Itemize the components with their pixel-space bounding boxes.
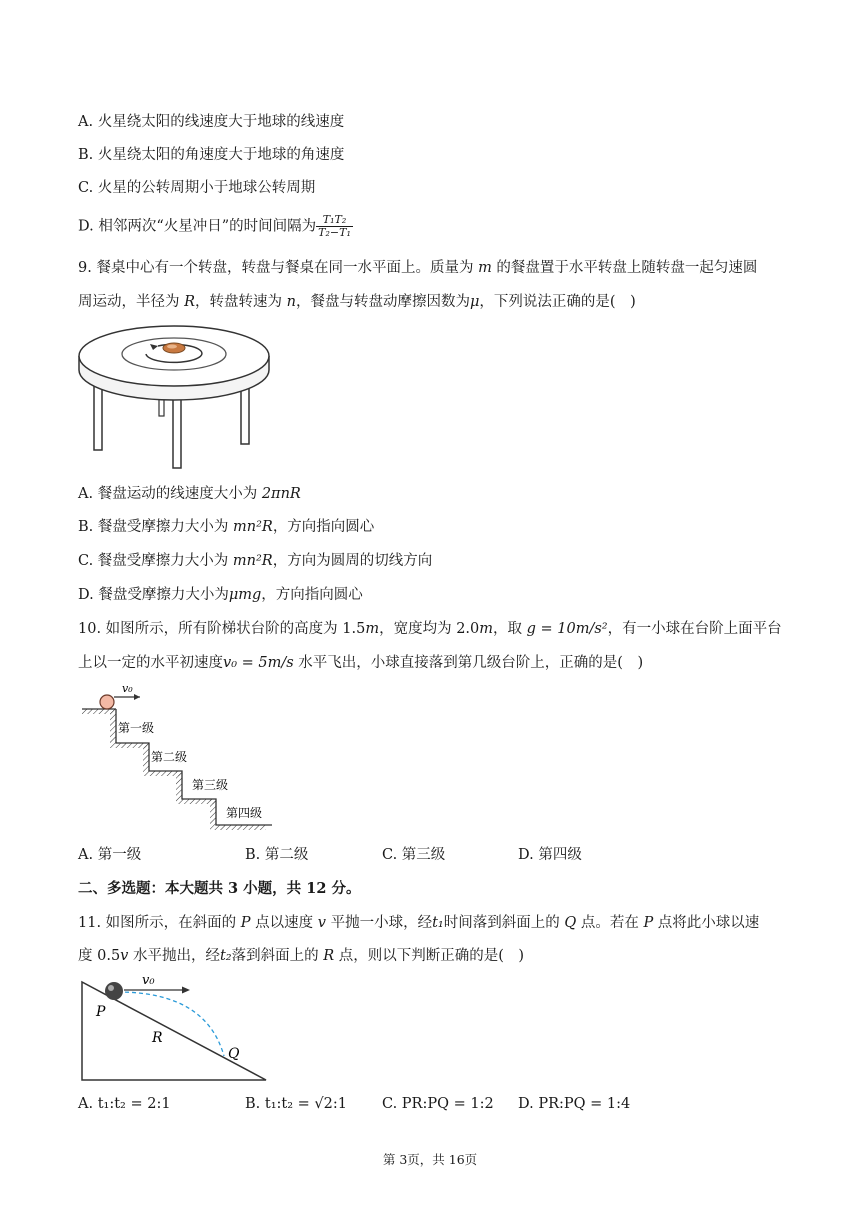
table-leg xyxy=(173,396,181,468)
q11-text: 点以速度 xyxy=(250,915,318,931)
q8-option-d-text: D. 相邻两次“火星冲日”的时间间隔为 xyxy=(78,218,317,235)
q11-text: 点。若在 xyxy=(576,915,644,931)
q8-option-b: B. 火星绕太阳的角速度大于地球的角速度 xyxy=(78,147,345,163)
q11-text: 水平抛出，经 xyxy=(128,948,220,964)
point-q-label: Q xyxy=(228,1046,240,1062)
q11-math: v xyxy=(120,948,129,964)
q11-math: R xyxy=(323,948,335,964)
q9-math-mu: μ xyxy=(469,294,480,310)
ball xyxy=(100,695,114,709)
q10-stem-line1 xyxy=(78,619,782,639)
q9-text: ，下列说法正确的是( ) xyxy=(479,294,636,310)
q10-math-v0: v₀ = 5m/s xyxy=(223,655,294,671)
q9-option-d-text: D. 餐盘受摩擦力大小为 xyxy=(78,587,229,603)
step-hatch xyxy=(110,709,116,743)
q8-option-d-fraction xyxy=(316,214,353,239)
q10-option-b: B. 第二级 xyxy=(245,847,309,863)
q9-option-d xyxy=(78,585,363,605)
ball xyxy=(105,982,123,1000)
q11-text: 度 0.5 xyxy=(78,948,121,964)
q9-option-c-text: C. 餐盘受摩擦力大小为 xyxy=(78,553,233,569)
q11-text: 时间落到斜面上的 xyxy=(443,915,565,931)
step-label-1: 第一级 xyxy=(118,721,155,735)
step-label-3: 第三级 xyxy=(192,778,229,792)
q9-option-c-tail: ，方向为圆周的切线方向 xyxy=(272,553,433,569)
q11-math: t₁ xyxy=(432,915,444,931)
q11-math: t₂ xyxy=(219,948,232,964)
step-hatch xyxy=(210,799,216,825)
ball-highlight xyxy=(108,985,114,991)
q10-math-g: g = 10m/s² xyxy=(526,621,608,637)
q10-text: 10. 如图所示，所有阶梯状台阶的高度为 1.5 xyxy=(78,621,366,637)
q11-option-a: A. t₁:t₂ = 2:1 xyxy=(78,1096,171,1112)
q9-math-R: R xyxy=(184,294,196,310)
page-footer: 第 3页，共 16页 xyxy=(382,1152,478,1167)
q10-text: 水平飞出，小球直接落到第几级台阶上，正确的是( ) xyxy=(293,655,644,671)
q8-option-d xyxy=(78,214,353,239)
v0-label: v₀ xyxy=(142,973,155,988)
v0-label: v₀ xyxy=(122,682,133,695)
q11-option-b: B. t₁:t₂ = √2:1 xyxy=(245,1096,347,1112)
q11-incline-figure xyxy=(76,970,276,1086)
q11-math: P xyxy=(240,915,251,931)
q11-stem-line1 xyxy=(78,913,759,933)
q11-math: P xyxy=(643,915,654,931)
q11-math: v xyxy=(317,915,326,931)
q10-option-c: C. 第三级 xyxy=(382,847,446,863)
step-hatch xyxy=(210,825,266,830)
table-leg xyxy=(94,386,102,450)
q11-stem-line2 xyxy=(78,946,524,966)
q11-option-d: D. PR:PQ = 1:4 xyxy=(518,1096,631,1112)
section-heading: 二、多选题：本大题共 3 小题，共 12 分。 xyxy=(78,880,361,897)
plate-highlight xyxy=(167,345,177,349)
q9-stem-line1 xyxy=(78,258,757,278)
q10-math: m xyxy=(479,621,494,637)
q10-staircase-figure xyxy=(76,680,276,830)
q9-option-b xyxy=(78,517,374,537)
q10-text: 上以一定的水平初速度 xyxy=(78,655,223,671)
step-hatch xyxy=(176,771,182,799)
q9-text: 9. 餐桌中心有一个转盘，转盘与餐桌在同一水平面上。质量为 xyxy=(78,260,479,276)
q10-text: ，宽度均为 2.0 xyxy=(379,621,480,637)
point-r-label: R xyxy=(152,1030,163,1046)
arrowhead-icon xyxy=(182,987,190,994)
q8-frac-denominator: T₂−T₁ xyxy=(318,226,351,239)
table-leg xyxy=(159,398,164,416)
q10-option-d: D. 第四级 xyxy=(518,847,582,863)
q9-text: ，转盘转速为 xyxy=(195,294,287,310)
q9-text: ，餐盘与转盘动摩擦因数为 xyxy=(295,294,470,310)
step-label-2: 第二级 xyxy=(151,750,188,764)
q9-table-figure xyxy=(76,318,276,470)
q8-option-c: C. 火星的公转周期小于地球公转周期 xyxy=(78,180,316,196)
q11-math: Q xyxy=(564,915,577,931)
point-p-label: P xyxy=(96,1004,106,1020)
table-leg xyxy=(241,386,249,444)
q9-math-m: m xyxy=(478,260,492,276)
step-hatch xyxy=(143,743,149,771)
q11-option-c: C. PR:PQ = 1:2 xyxy=(382,1096,494,1112)
q9-option-b-tail: ，方向指向圆心 xyxy=(272,519,375,535)
q11-text: 11. 如图所示，在斜面的 xyxy=(78,915,241,931)
step-label-4: 第四级 xyxy=(226,806,263,820)
q9-option-b-math: mn²R xyxy=(232,519,273,535)
q10-text: ，取 xyxy=(493,621,527,637)
q10-math: m xyxy=(365,621,380,637)
q9-option-a-math: 2πnR xyxy=(261,486,301,502)
q11-text: 平抛一小球，经 xyxy=(325,915,433,931)
q9-option-b-text: B. 餐盘受摩擦力大小为 xyxy=(78,519,233,535)
q9-option-c xyxy=(78,551,432,571)
q10-option-a: A. 第一级 xyxy=(78,847,142,863)
q11-text: 落到斜面上的 xyxy=(231,948,324,964)
q9-math-n: n xyxy=(286,294,296,310)
arrowhead-icon xyxy=(134,694,140,700)
q8-option-a: A. 火星绕太阳的线速度大于地球的线速度 xyxy=(78,114,345,130)
q11-text: 点将此小球以速 xyxy=(653,915,760,931)
q9-option-a-text: A. 餐盘运动的线速度大小为 xyxy=(78,486,262,502)
q9-option-c-math: mn²R xyxy=(232,553,273,569)
q9-stem-line2 xyxy=(78,292,636,312)
q8-frac-numerator: T₁T₂ xyxy=(316,214,353,227)
q9-option-a xyxy=(78,484,301,504)
q9-option-d-tail: ，方向指向圆心 xyxy=(261,587,363,603)
q11-text: 点，则以下判断正确的是( ) xyxy=(334,948,525,964)
q9-text: 的餐盘置于水平转盘上随转盘一起匀速圆 xyxy=(491,260,758,276)
q9-text: 周运动，半径为 xyxy=(78,294,185,310)
q10-text: ，有一小球在台阶上面平台 xyxy=(607,621,782,637)
q10-stem-line2 xyxy=(78,653,643,673)
q9-option-d-math: μmg xyxy=(228,587,262,603)
